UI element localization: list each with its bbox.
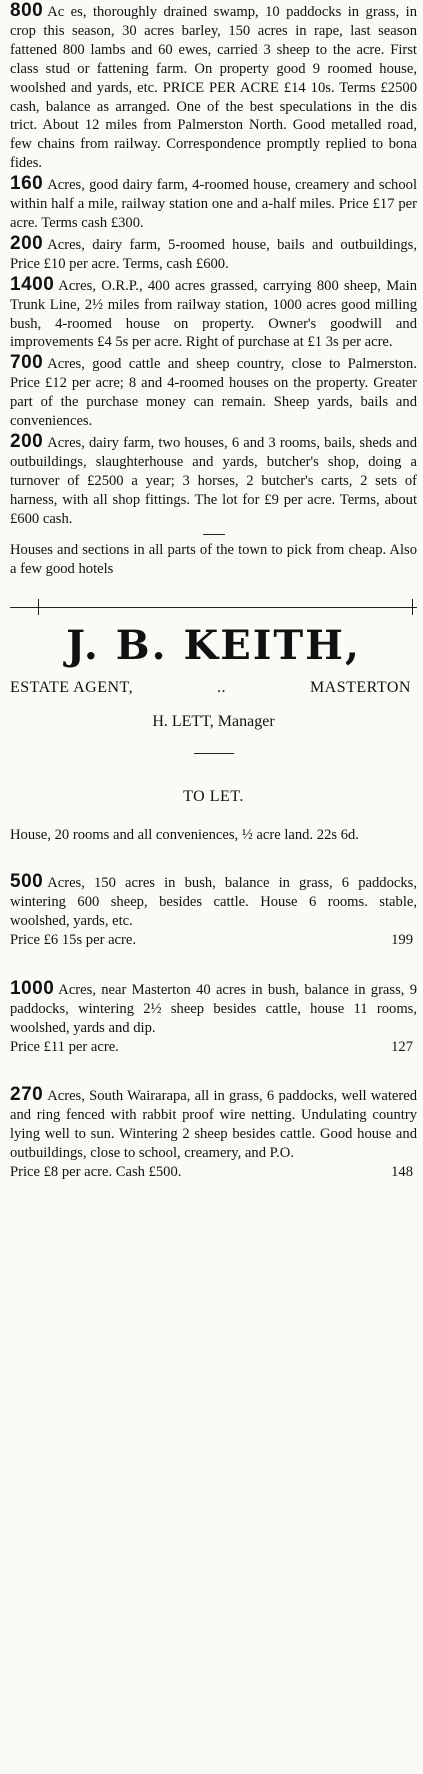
agent-name-heading: J. B. KEITH,: [66, 622, 361, 670]
listing-acreage: 1400: [10, 273, 55, 295]
listing-description: Acres, O.R.P., 400 acres grassed, carrying 800 sheep, Main Trunk Line, 2½ miles from railway station, 1000 acres good milling bush, 4-roomed house on property. Owner's goodwill and improvements £4 5s per acre. Right of purchase at £1 3s per acre.: [10, 277, 417, 351]
to-let-house: House, 20 rooms and all conveniences, ½ acre land. 22s 6d.: [10, 827, 359, 844]
listing-acreage: 500: [10, 871, 44, 893]
divider-line: [10, 607, 417, 608]
to-let-270-acres: [10, 1086, 417, 1182]
listing-description: Acres, dairy farm, two houses, 6 and 3 rooms, bails, sheds and outbuildings, slaughterhouse and yards, butcher's shop, doing a turnover of £2500 a year; 3 horses, 2 butcher's carts, 2 sets of harness, with all shop fittings. The lot for £9 per acre. Terms, about £600 cash.: [10, 434, 417, 527]
listing-description: Acres, good cattle and sheep country, close to Palmerston. Price £12 per acre; 8 and 4-roomed houses on the property. Greater part of the purchase money can remain. Sheep yards, bails and conveniences.: [10, 356, 417, 430]
listing-800-acres: [10, 2, 417, 173]
to-let-500-acres: [10, 873, 417, 950]
listing-price: Price £6 15s per acre.: [10, 931, 137, 948]
section-divider: [10, 597, 417, 617]
divider-tick: [412, 599, 413, 615]
listing-200-acres-dairy: [10, 232, 417, 274]
price-line: [10, 1038, 417, 1057]
listing-acreage: 160: [10, 173, 44, 195]
agent-title: ESTATE AGENT,: [10, 679, 134, 697]
listing-acreage: 200: [10, 232, 44, 254]
listing-description: Acres, South Wairarapa, all in grass, 6 paddocks, well watered and ring fenced with rabbit proof wire netting. Undulating country lying well to sun. Wintering 2 sheep besides cattle. Good house and outbuildings, close to school, creamery, and P.O.: [10, 1088, 417, 1162]
listing-price: Price £11 per acre.: [10, 1038, 119, 1055]
listing-700-acres: [10, 354, 417, 431]
listing-acreage: 200: [10, 430, 44, 452]
houses-note: Houses and sections in all parts of the town to pick from cheap. Also a few good hotels: [10, 542, 417, 578]
price-line: [10, 1163, 417, 1182]
listing-description: Acres, 150 acres in bush, balance in grass, 6 paddocks, wintering 600 sheep, besides cattle. House 6 rooms. stable, woolshed, yards, etc.: [10, 875, 417, 929]
short-divider: [194, 753, 234, 754]
agent-separator: ..: [217, 679, 227, 697]
listing-reference: 148: [391, 1164, 413, 1181]
listing-reference: 199: [391, 931, 413, 948]
to-let-1000-acres: [10, 977, 417, 1057]
listing-reference: 127: [391, 1038, 413, 1055]
divider-tick: [38, 599, 39, 615]
listing-acreage: 700: [10, 352, 44, 374]
listing-acreage: 1000: [10, 977, 55, 999]
listing-acreage: 800: [10, 0, 44, 21]
listing-acreage: 270: [10, 1084, 44, 1106]
listing-description: Acres, good dairy farm, 4-roomed house, creamery and school within half a mile, railway station one and a-half miles. Price £17 per acre. Terms cash £300.: [10, 177, 417, 231]
agent-town: MASTERTON: [309, 679, 411, 697]
listing-description: Acres, near Masterton 40 acres in bush, balance in grass, 9 paddocks, wintering 2½ sheep besides cattle, house 11 rooms, woolshed, yards and dip.: [10, 981, 417, 1036]
price-line: [10, 931, 417, 950]
sale-listings: [10, 2, 417, 528]
to-let-heading: TO LET.: [183, 788, 244, 806]
manager-line: H. LETT, Manager: [152, 713, 275, 731]
listing-price: Price £8 per acre. Cash £500.: [10, 1164, 182, 1181]
listing-description: Ac es, thoroughly drained swamp, 10 paddocks in grass, in crop this season, 30 acres barley, 150 acres in rape, last season fattened 800 lambs and 60 ewes, carried 3 sheep to the acre. First class stud or fattening farm. On property good 9 roomed house, woolshed and yards, etc. PRICE PER ACRE £14 10s. Terms £2500 cash, balance as arranged. One of the best speculations in the dis trict. About 12 miles from Palmerston North. Good metalled road, few chains from railway. Correspondence promptly replied to bona fides.: [10, 4, 417, 172]
listing-1400-acres: [10, 273, 417, 353]
listing-200-acres-butcher: [10, 430, 417, 529]
short-divider: [203, 534, 225, 535]
listing-description: Acres, dairy farm, 5-roomed house, bails and outbuildings, Price £10 per acre. Terms, cash £600.: [10, 236, 417, 272]
listing-160-acres: [10, 175, 417, 233]
agent-title-row: [10, 679, 411, 697]
